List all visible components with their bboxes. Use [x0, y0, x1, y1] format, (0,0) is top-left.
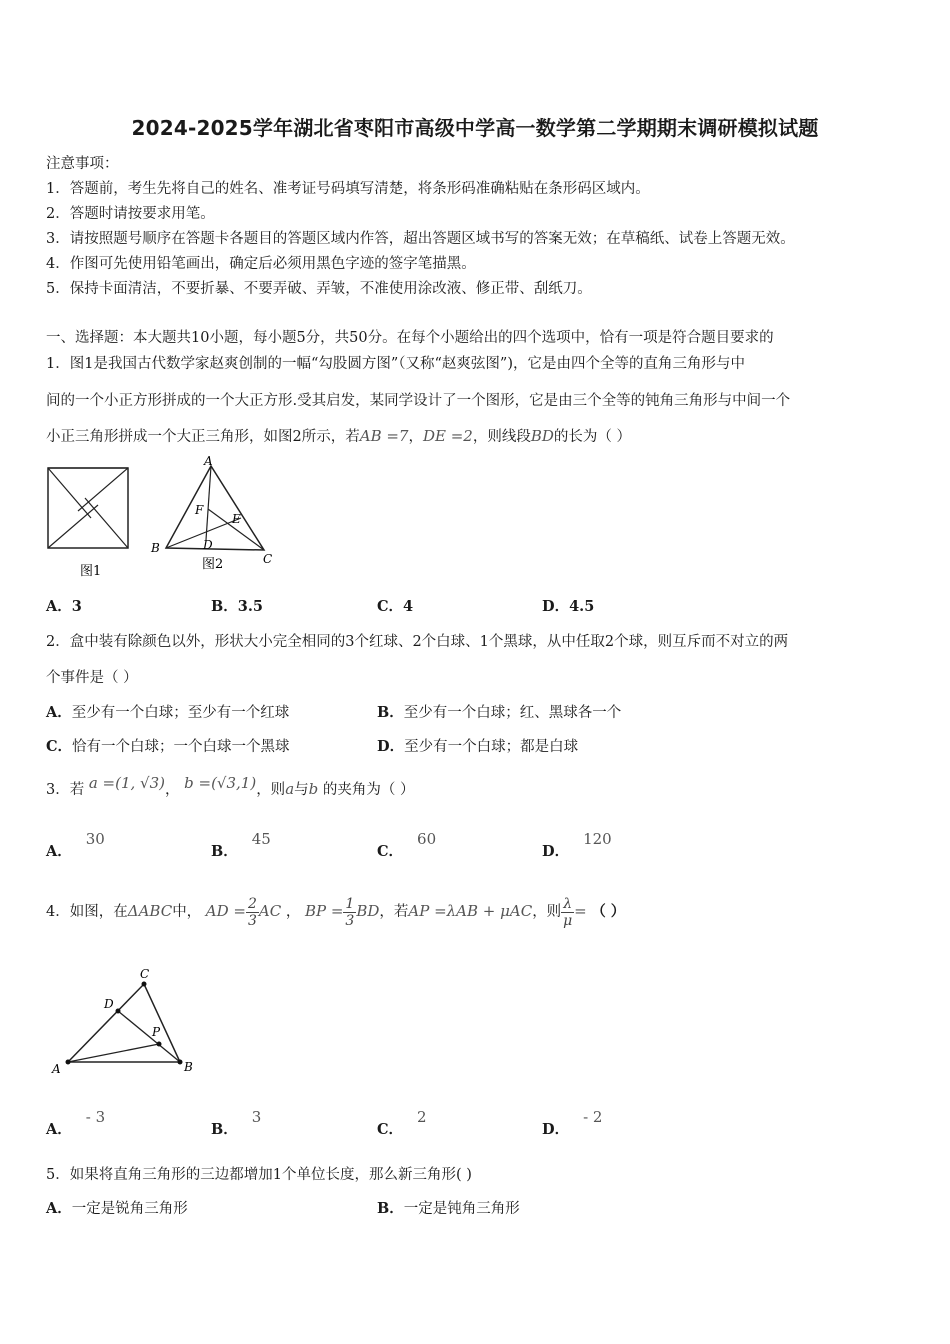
notice-item: 5．保持卡面清洁，不要折暴、不要弄破、弄皱，不准使用涂改液、修正带、刮纸刀。 — [46, 281, 592, 297]
q4-label-d: D — [104, 997, 114, 1011]
q1-text: 小正三角形拼成一个大正三角形，如图2所示，若 — [46, 429, 360, 445]
q2-line2: 个事件是（ ） — [46, 670, 138, 686]
q4-option-b[interactable]: B．3 — [211, 1108, 262, 1138]
q1-math-de: DE =2 — [422, 427, 473, 445]
q3-option-a[interactable]: A．30 — [46, 830, 105, 860]
fig2-label-d: D — [203, 538, 213, 552]
fig2-label-f: F — [195, 503, 204, 517]
q4-label-p: P — [152, 1025, 161, 1039]
q5-stem: 5．如果将直角三角形的三边都增加1个单位长度，那么新三角形( ) — [46, 1167, 472, 1183]
q1-line3 — [46, 425, 631, 446]
q5-option-b[interactable]: B．一定是钝角三角形 — [377, 1200, 520, 1217]
q2-option-b[interactable]: B．至少有一个白球；红、黑球各一个 — [377, 704, 622, 721]
q3-option-b[interactable]: B．45 — [211, 830, 271, 860]
q5-option-a[interactable]: A．一定是锐角三角形 — [46, 1200, 188, 1217]
q4-vector-eq: AP =λAB + μAC — [408, 902, 533, 920]
q4-stem: 4．如图，在ΔABC中， AD = $\frac{2}{3}$ AC ， BP = $\frac{1}{3}$ BD，若AP =λAB + μAC，则 $\frac{\lambda}{\mu}$ = （ ） — [46, 895, 626, 929]
fig1-line — [85, 498, 128, 548]
q2-line1: 2．盒中装有除颜色以外，形状大小完全相同的3个红球、2个白球、1个黑球，从中任取2个球，则互斥而不对立的两 — [46, 634, 789, 650]
fig1-caption: 图1 — [80, 564, 102, 579]
q4-figure-triangle — [44, 962, 204, 1082]
fig2-outer-triangle — [166, 466, 264, 550]
q4-option-a[interactable]: A．- 3 — [46, 1108, 106, 1138]
notice-item: 1．答题前，考生先将自己的姓名、准考证号码填写清楚，将条形码准确粘贴在条形码区域内。 — [46, 181, 650, 197]
q1-line2: 间的一个小正方形拼成的一个大正方形.受其启发，某同学设计了一个图形，它是由三个全等的钝角三角形与中间一个 — [46, 393, 791, 409]
fig1-line — [48, 505, 98, 548]
notice-heading: 注意事项： — [46, 156, 119, 172]
q3-vector-b: b =(√3,1) — [184, 774, 257, 792]
fig2-label-c: C — [263, 552, 273, 566]
fig2-label-b: B — [151, 541, 160, 555]
fig2-label-e: E — [232, 512, 241, 526]
notice-item: 2．答题时请按要求用笔。 — [46, 206, 215, 222]
q1-option-c[interactable]: C．4 — [377, 598, 414, 615]
fig1-line — [78, 468, 128, 511]
q4-label-c: C — [140, 967, 150, 981]
q1-option-a[interactable]: A．3 — [46, 598, 82, 615]
fig1-line — [48, 468, 91, 518]
notice-item: 4．作图可先使用铅笔画出，确定后必须用黑色字迹的签字笔描黑。 — [46, 256, 476, 272]
q2-option-d[interactable]: D．至少有一个白球；都是白球 — [377, 738, 579, 755]
q4-label-a: A — [52, 1062, 61, 1076]
q4-label-b: B — [184, 1060, 193, 1074]
q1-text: ，则线段 — [472, 429, 531, 445]
fig2-line-ad — [206, 466, 211, 540]
q4-fraction-bp: $\frac{1}{3}$ — [345, 895, 355, 929]
q1-text: 的长为（ ） — [553, 429, 632, 445]
q1-option-b[interactable]: B．3.5 — [211, 598, 263, 615]
q2-option-c[interactable]: C．恰有一个白球；一个白球一个黑球 — [46, 738, 290, 755]
fig2-label-a: A — [204, 454, 213, 468]
notice-item: 3．请按照题号顺序在答题卡各题目的答题区域内作答，超出答题区域书写的答案无效；在草稿纸、试卷上答题无效。 — [46, 231, 795, 247]
q4-line-ap — [68, 1044, 159, 1062]
q1-math-bd: BD — [530, 427, 554, 445]
q3-option-c[interactable]: C．60 — [377, 830, 437, 860]
q2-option-a[interactable]: A．至少有一个白球；至少有一个红球 — [46, 704, 290, 721]
q1-sep: ， — [408, 429, 423, 445]
q4-option-d[interactable]: D．- 2 — [542, 1108, 603, 1138]
section-heading: 一、选择题：本大题共10小题，每小题5分，共50分。在每个小题给出的四个选项中，恰有一项是符合题目要求的 — [46, 330, 774, 346]
q3-vector-a: a =(1, √3) — [88, 774, 166, 792]
q4-option-c[interactable]: C．2 — [377, 1108, 427, 1138]
q1-option-d[interactable]: D．4.5 — [542, 598, 595, 615]
figure-1-zhao-shuang-diagram — [44, 462, 134, 582]
fig2-caption: 图2 — [202, 557, 224, 572]
q1-line1: 1．图1是我国古代数学家赵爽创制的一幅“勾股圆方图”（又称“赵爽弦图”)，它是由四个全等的直角三角形与中 — [46, 356, 746, 372]
q1-math-ab: AB =7 — [359, 427, 409, 445]
page-title: 2024-2025学年湖北省枣阳市高级中学高一数学第二学期期末调研模拟试题 — [131, 116, 819, 140]
q4-fraction-ad: $\frac{2}{3}$ — [248, 895, 257, 929]
q4-ratio: $\frac{\lambda}{\mu}$ — [563, 895, 573, 929]
q4-line-bd — [118, 1011, 180, 1062]
figure-2-triangle-diagram — [148, 452, 283, 577]
q3-stem: 3．若 a =(1, √3)， b =(√3,1)，则a与b 的夹角为（ ） — [46, 774, 415, 798]
fig1-outer-square — [48, 468, 128, 548]
q4-triangle: ΔABC — [127, 902, 173, 920]
q3-option-d[interactable]: D．120 — [542, 830, 612, 860]
